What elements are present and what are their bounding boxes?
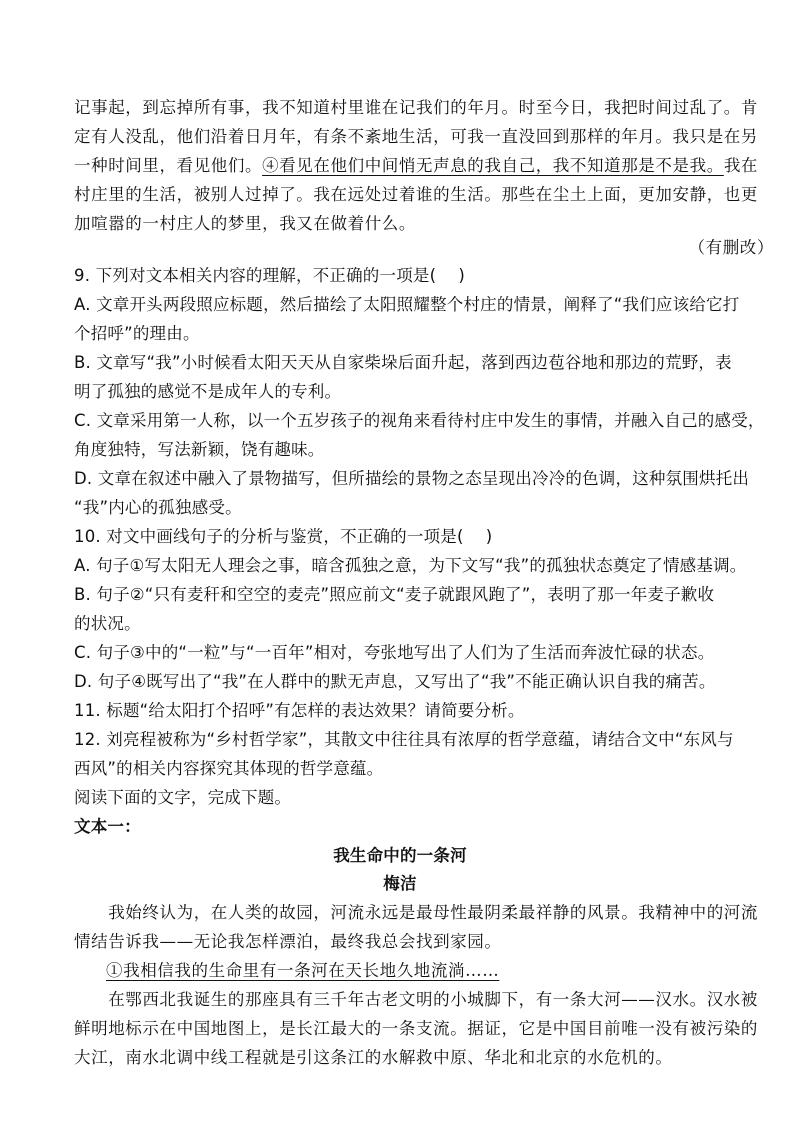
passage-line: 定有人没乱，他们沿着日月年，有条不紊地生活，可我一直没回到那样的年月。我只是在另 <box>74 127 758 146</box>
essay-title: 我生命中的一条河 <box>333 846 467 865</box>
passage-text: 一种时间里，看见他们。 <box>74 156 263 175</box>
q9-option-b-cont: 明了孤独的感觉不是成年人的专利。 <box>74 382 342 401</box>
question-12: 12. 刘亮程被称为“乡村哲学家”，其散文中往往具有浓厚的哲学意蕴，请结合文中“东风与 <box>74 730 734 749</box>
revision-note: （有删改） <box>688 238 774 257</box>
essay-line: 在鄂西北我诞生的那座具有三千年古老文明的小城脚下，有一条大河——汉水。汉水被 <box>74 990 758 1009</box>
question-12-cont: 西风”的相关内容探究其体现的哲学意蕴。 <box>74 759 384 778</box>
question-11: 11. 标题“给太阳打个招呼”有怎样的表达效果？请简要分析。 <box>74 701 525 720</box>
q9-option-b: B. 文章写“我”小时候看太阳天天从自家柴垛后面升起，落到西边苞谷地和那边的荒野，表 <box>74 353 732 372</box>
essay-line: 大江，南水北调中线工程就是引这条江的水解救中原、华北和北京的水危机的。 <box>74 1048 673 1067</box>
q10-option-b: B. 句子②“只有麦秆和空空的麦壳”照应前文“麦子就跟风跑了”，表明了那一年麦子歉收 <box>74 585 715 604</box>
q10-option-b-cont: 的状况。 <box>74 614 141 633</box>
q9-option-a: A. 文章开头两段照应标题，然后描绘了太阳照耀整个村庄的情景，阐释了“我们应该给它打 <box>74 295 740 314</box>
q9-option-c-cont: 角度独特，写法新颖，饶有趣味。 <box>74 440 325 459</box>
q9-option-a-cont: 个招呼”的理由。 <box>74 324 200 343</box>
essay-line: 鲜明地标示在中国地图上，是长江最大的一条支流。据证，它是中国目前唯一没有被污染的 <box>74 1019 758 1038</box>
underlined-sentence-1 <box>106 959 766 983</box>
passage-text: 我在 <box>723 156 759 175</box>
text-one-label: 文本一： <box>74 817 141 836</box>
passage-line <box>74 154 759 178</box>
q9-option-c: C. 文章采用第一人称，以一个五岁孩子的视角来看待村庄中发生的事情，并融入自己的感受， <box>74 411 765 430</box>
q9-option-d: D. 文章在叙述中融入了景物描写，但所描绘的景物之态呈现出冷冷的色调，这种氛围烘托出 <box>74 469 750 488</box>
passage-line: 村庄里的生活，被别人过掉了。我在远处过着谁的生活。那些在尘土上面，更加安静，也更 <box>74 185 758 204</box>
q10-option-c: C. 句子③中的“一粒”与“一百年”相对，夸张地写出了人们为了生活而奔波忙碌的状态。 <box>74 643 715 662</box>
underlined-sentence-4: ④看见在他们中间悄无声息的我自己，我不知道那是不是我。 <box>262 156 724 175</box>
passage-line: 记事起，到忘掉所有事，我不知道村里谁在记我们的年月。时至今日，我把时间过乱了。肯 <box>74 98 758 117</box>
underlined-text: ①我相信我的生命里有一条河在天长地久地流淌…… <box>106 961 500 980</box>
essay-line: 情结告诉我——无论我怎样漂泊，最终我总会找到家园。 <box>74 932 502 951</box>
essay-line: 我始终认为，在人类的故园，河流永远是最母性最阴柔最祥静的风景。我精神中的河流 <box>74 903 758 922</box>
passage-line: 加喧嚣的一村庄人的梦里，我又在做着什么。 <box>74 214 416 233</box>
q10-option-a: A. 句子①写太阳无人理会之事，暗含孤独之意，为下文写“我”的孤独状态奠定了情感基调。 <box>74 556 747 575</box>
question-10-stem: 10. 对文中画线句子的分析与鉴赏，不正确的一项是( ) <box>74 527 493 546</box>
reading-instruction: 阅读下面的文字，完成下题。 <box>74 788 292 807</box>
essay-author: 梅洁 <box>383 874 417 893</box>
question-9-stem: 9. 下列对文本相关内容的理解，不正确的一项是( ) <box>74 266 466 285</box>
q10-option-d: D. 句子④既写出了“我”在人群中的默无声息，又写出了“我”不能正确认识自我的痛苦。 <box>74 672 716 691</box>
q9-option-d-cont: “我”内心的孤独感受。 <box>74 498 242 517</box>
